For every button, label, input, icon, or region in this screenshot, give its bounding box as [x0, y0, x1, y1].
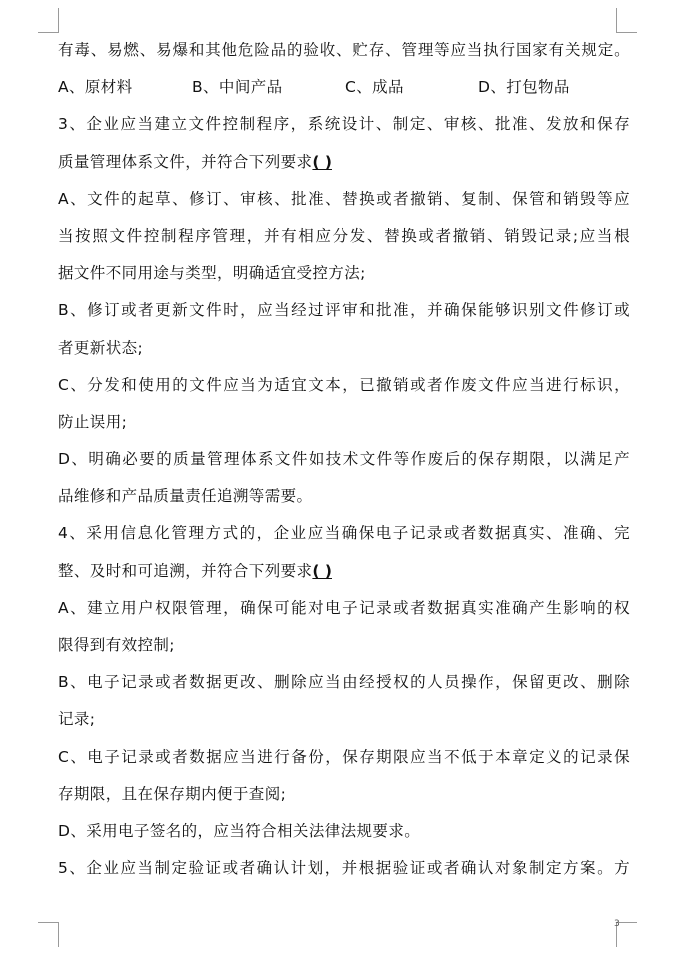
option-line: B、电子记录或者数据更改、删除应当由经授权的人员操作，保留更改、删除 [58, 673, 630, 692]
option-line: A、文件的起草、修订、审核、批准、替换或者撤销、复制、保管和销毁等应 [58, 189, 630, 208]
option-b: B、中间产品 [192, 78, 283, 97]
option-line: D、采用电子签名的，应当符合相关法律法规要求。 [58, 821, 421, 840]
question-5-line: 5、企业应当制定验证或者确认计划，并根据验证或者确认对象制定方案。方 [58, 859, 630, 878]
option-line: C、分发和使用的文件应当为适宜文本，已撤销或者作废文件应当进行标识， [58, 375, 630, 394]
option-line: 记录; [58, 710, 96, 729]
option-line: 防止误用; [58, 412, 128, 431]
option-d: D、打包物品 [478, 78, 570, 97]
option-line: 当按照文件控制程序管理，并有相应分发、替换或者撤销、销毁记录;应当根 [58, 226, 630, 245]
page-number: 3 [614, 919, 620, 929]
question-4-line: 4、采用信息化管理方式的，企业应当确保电子记录或者数据真实、准确、完 [58, 524, 630, 543]
option-c: C、成品 [345, 78, 404, 97]
question-3-text: 质量管理体系文件，并符合下列要求 [58, 152, 313, 171]
option-line: C、电子记录或者数据应当进行备份，保存期限应当不低于本章定义的记录保 [58, 747, 630, 766]
option-line: A、建立用户权限管理，确保可能对电子记录或者数据真实准确产生影响的权 [58, 598, 630, 617]
crop-mark-bottom-left [38, 922, 59, 947]
answer-blank: ( ) [312, 152, 332, 171]
option-line: B、修订或者更新文件时，应当经过评审和批准，并确保能够识别文件修订或 [58, 301, 630, 320]
crop-mark-top-right [616, 8, 637, 33]
question-2-options [58, 72, 630, 109]
question-3-line [58, 147, 630, 184]
page-body [58, 35, 630, 890]
option-line: 限得到有效控制; [58, 636, 175, 654]
question-4-text: 整、及时和可追溯，并符合下列要求 [58, 561, 313, 580]
question-3-line: 3、企业应当建立文件控制程序，系统设计、制定、审核、批准、发放和保存 [58, 115, 630, 134]
crop-mark-top-left [38, 8, 59, 33]
option-line: 存期限，且在保存期内便于查阅; [58, 784, 287, 803]
option-line: 者更新状态; [58, 338, 144, 357]
option-a: A、原材料 [58, 78, 133, 97]
question-4-line [58, 556, 630, 593]
option-line: 品维修和产品质量责任追溯等需要。 [58, 487, 313, 506]
option-line: 据文件不同用途与类型，明确适宜受控方法; [58, 264, 366, 283]
paragraph-line: 有毒、易燃、易爆和其他危险品的验收、贮存、管理等应当执行国家有关规定。 [58, 41, 630, 59]
answer-blank: ( ) [312, 561, 332, 580]
option-line: D、明确必要的质量管理体系文件如技术文件等作废后的保存期限，以满足产 [58, 450, 630, 469]
